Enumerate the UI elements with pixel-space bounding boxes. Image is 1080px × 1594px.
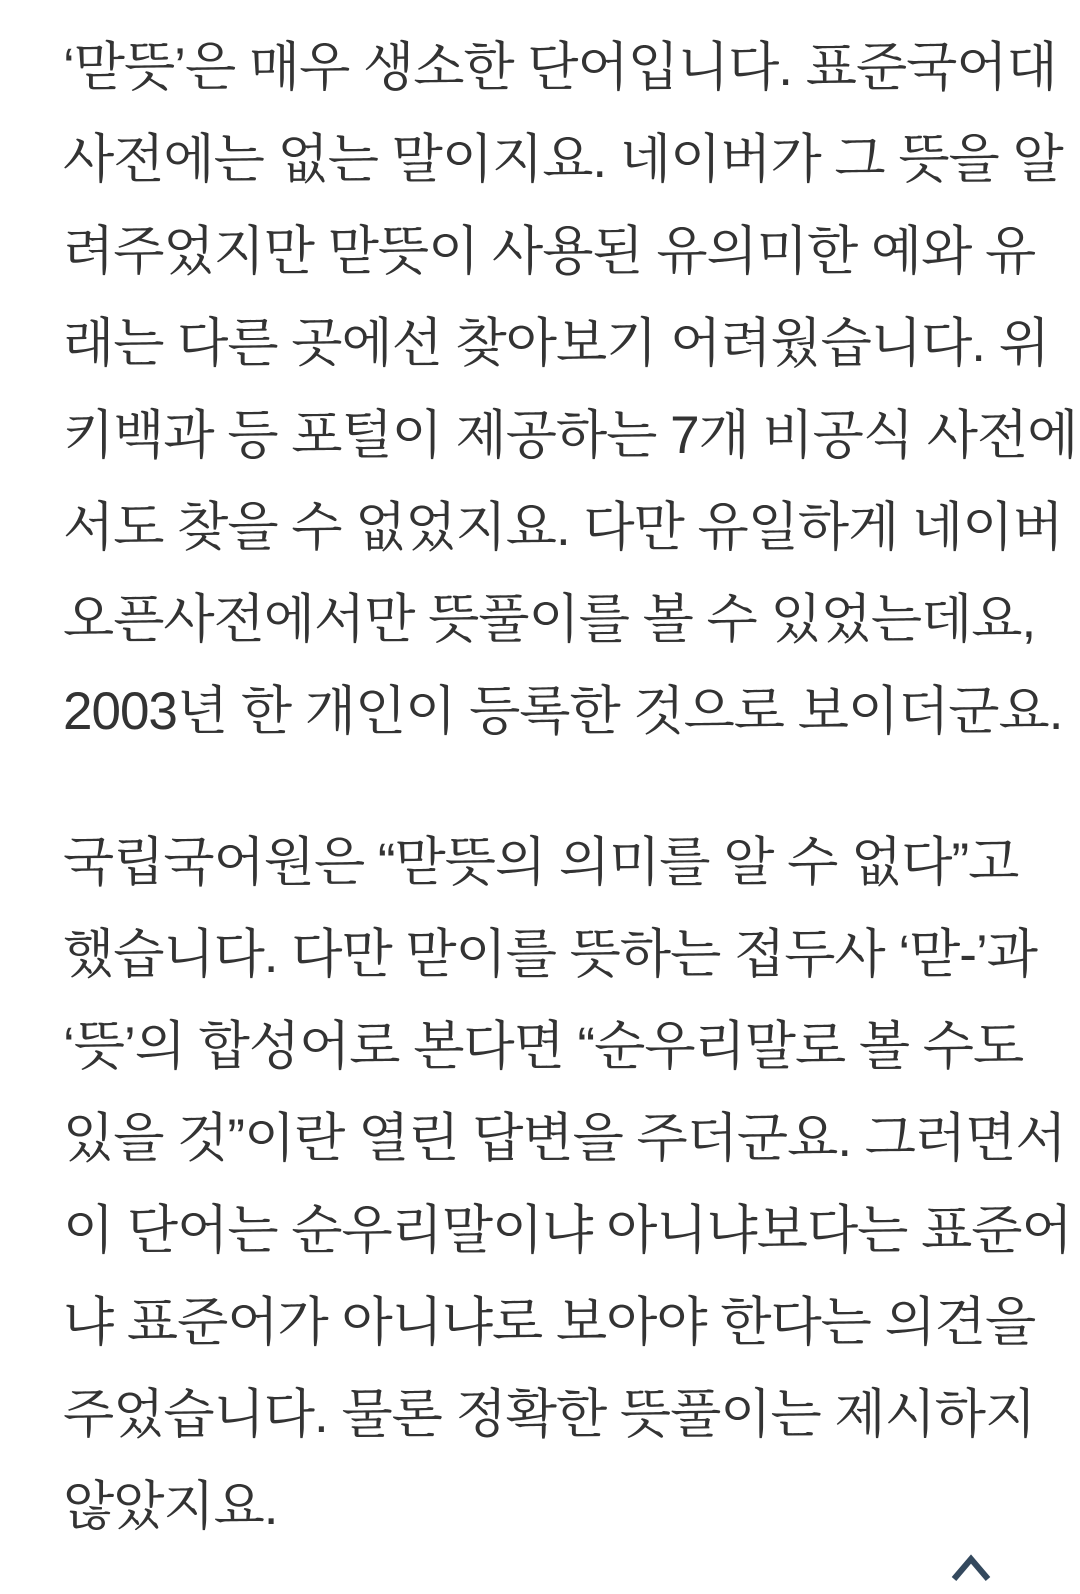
text-line: 있을 것”이란 열린 답변을 주더군요. 그러면서 — [63, 1109, 1066, 1168]
text-line: 국립국어원은 “맏뜻의 의미를 알 수 없다”고 — [63, 833, 1019, 892]
chevron-up-icon — [949, 1554, 1001, 1582]
paragraph-2 — [63, 817, 1072, 1553]
text-line: 주었습니다. 물론 정확한 뜻풀이는 제시하지 — [63, 1385, 1036, 1444]
text-line: 이 단어는 순우리말이냐 아니냐보다는 표준어 — [63, 1201, 1072, 1260]
scroll-to-top-button[interactable] — [949, 1542, 1001, 1594]
text-line: 키백과 등 포털이 제공하는 7개 비공식 사전에 — [63, 406, 1078, 465]
paragraph-1 — [63, 22, 1078, 758]
text-line: 서도 찾을 수 없었지요. 다만 유일하게 네이버 — [63, 498, 1063, 557]
text-line: 사전에는 없는 말이지요. 네이버가 그 뜻을 알 — [63, 130, 1063, 189]
text-line: 2003년 한 개인이 등록한 것으로 보이더군요. — [63, 682, 1063, 741]
text-line: 냐 표준어가 아니냐로 보아야 한다는 의견을 — [63, 1293, 1036, 1352]
text-line: 않았지요. — [63, 1477, 278, 1536]
text-line: 오픈사전에서만 뜻풀이를 볼 수 있었는데요, — [63, 590, 1036, 649]
text-line: ‘뜻’의 합성어로 본다면 “순우리말로 볼 수도 — [63, 1017, 1024, 1076]
text-line: ‘맏뜻’은 매우 생소한 단어입니다. 표준국어대 — [63, 38, 1057, 97]
text-line: 래는 다른 곳에선 찾아보기 어려웠습니다. 위 — [63, 314, 1049, 373]
text-line: 했습니다. 다만 맏이를 뜻하는 접두사 ‘맏-’과 — [63, 925, 1037, 984]
text-line: 려주었지만 맏뜻이 사용된 유의미한 예와 유 — [63, 222, 1036, 281]
